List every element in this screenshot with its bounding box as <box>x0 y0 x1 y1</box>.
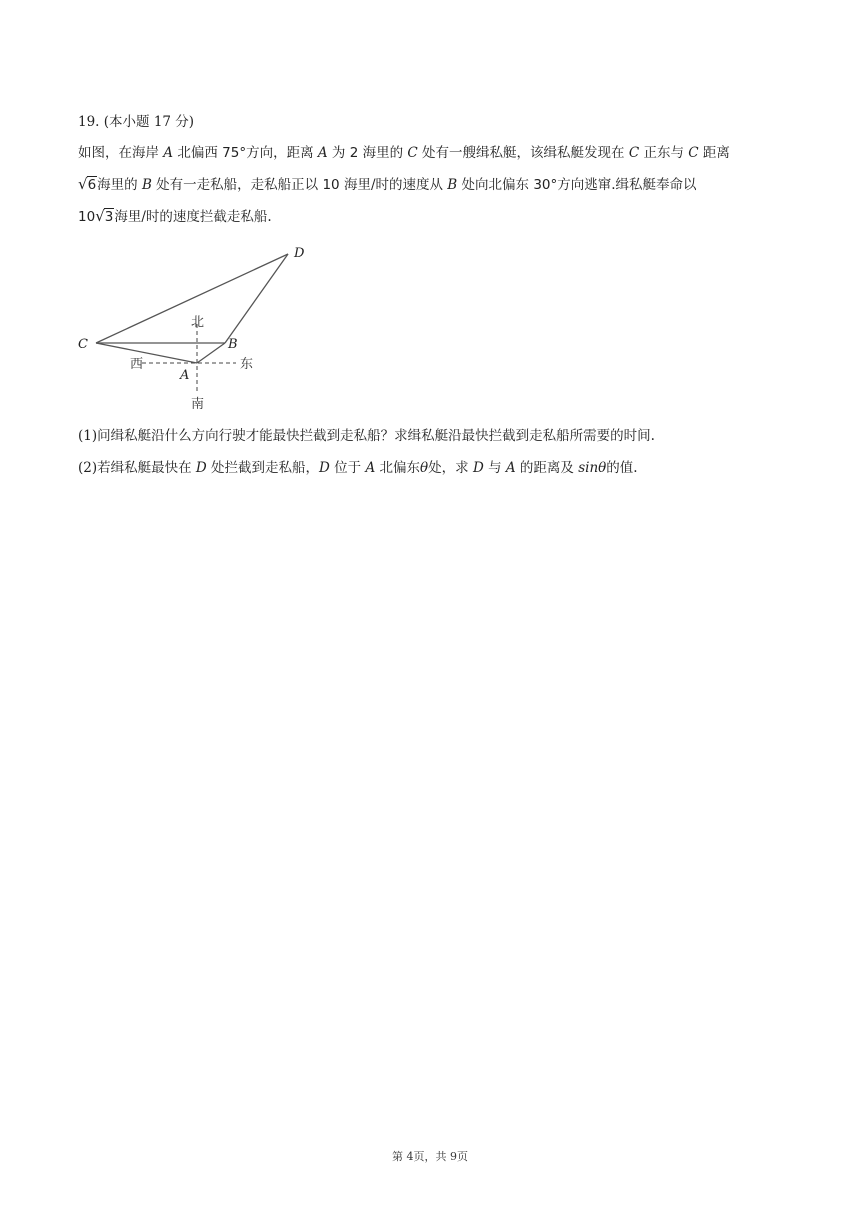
segment-ca <box>96 343 197 363</box>
sqrt-3: √3 <box>95 207 114 225</box>
text: 的值. <box>606 460 638 476</box>
text: 北偏东 <box>375 460 421 476</box>
point-c: C <box>628 145 640 161</box>
label-west: 西 <box>130 357 144 372</box>
angle-theta: θ <box>420 460 429 476</box>
question-1: (1)问缉私艇沿什么方向行驶才能最快拦截到走私船？求缉私艇沿最快拦截到走私船所需要的时间. <box>78 428 655 444</box>
text: 海里的 <box>358 145 408 161</box>
sub-questions <box>78 426 655 490</box>
text: 方向逃窜.缉私艇奉命以 <box>557 177 697 193</box>
text: 处拦截到走私船， <box>206 460 320 476</box>
point-b: B <box>447 177 458 193</box>
angle-30: 30° <box>533 177 558 193</box>
problem-19 <box>78 112 798 238</box>
geometry-figure <box>74 238 324 418</box>
text: 正东与 <box>639 145 689 161</box>
distance-2: 2 <box>349 145 359 161</box>
text: 如图，在海岸 <box>78 145 164 161</box>
text: 位于 <box>329 460 366 476</box>
point-a: A <box>505 460 516 476</box>
text: 的距离及 <box>515 460 579 476</box>
point-a: A <box>317 145 328 161</box>
point-a: A <box>163 145 174 161</box>
text: 为 <box>327 145 350 161</box>
radical-sign-icon: √ <box>78 175 88 193</box>
point-a: A <box>365 460 376 476</box>
point-d: D <box>319 460 330 476</box>
label-east: 东 <box>240 357 254 372</box>
angle-75: 75° <box>222 145 247 161</box>
speed-coefficient: 10 <box>78 209 96 225</box>
text: 与 <box>483 460 506 476</box>
problem-header: 19. (本小题 17 分) <box>78 114 195 130</box>
radical-sign-icon: √ <box>95 207 105 225</box>
point-d: D <box>195 460 207 476</box>
text: 距离 <box>698 145 730 161</box>
point-b: B <box>141 177 152 193</box>
segment-bd <box>225 254 288 343</box>
point-c: C <box>407 145 418 161</box>
label-b: B <box>228 337 238 352</box>
text: 海里的 <box>97 177 142 193</box>
text: (2)若缉私艇最快在 <box>78 460 196 476</box>
text: 处有一走私船，走私船正以 <box>151 177 323 193</box>
problem-text-line-1 <box>78 143 798 163</box>
problem-text-line-2 <box>78 174 798 195</box>
label-d: D <box>294 246 305 261</box>
text: 海里/时的速度从 <box>339 177 448 193</box>
question-2 <box>78 458 655 478</box>
sin-theta: sinθ <box>578 460 607 476</box>
speed-10: 10 <box>322 177 340 193</box>
label-south: 南 <box>191 397 205 412</box>
label-c: C <box>78 337 88 352</box>
label-north: 北 <box>191 315 205 330</box>
text: 方向，距离 <box>246 145 318 161</box>
problem-text-line-3 <box>78 206 798 227</box>
text: 北偏西 <box>173 145 223 161</box>
label-a: A <box>180 368 190 383</box>
text: 处向北偏东 <box>457 177 534 193</box>
text: 处有一艘缉私艇，该缉私艇发现在 <box>417 145 629 161</box>
segment-ab <box>197 343 225 363</box>
sqrt-6: √6 <box>78 175 97 193</box>
text: 处，求 <box>428 460 473 476</box>
point-c: C <box>688 145 699 161</box>
page-footer: 第 4页，共 9页 <box>392 1150 468 1163</box>
point-d: D <box>472 460 484 476</box>
text: 海里/时的速度拦截走私船. <box>114 209 272 225</box>
